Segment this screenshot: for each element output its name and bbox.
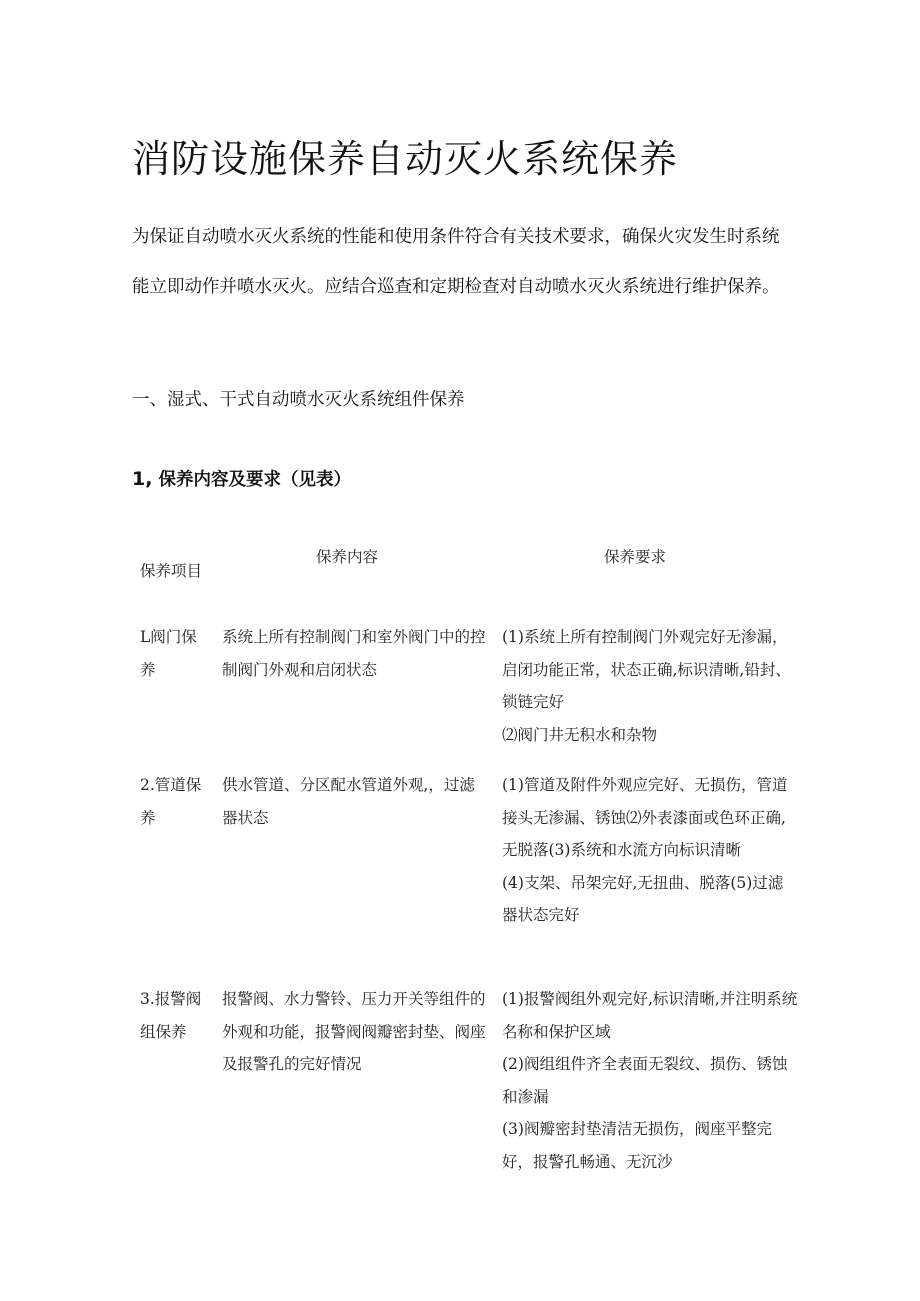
sub-heading-text: 保养内容及要求（见表）: [158, 470, 352, 490]
section-heading: 一、湿式、干式自动喷水灭火系统组件保养: [132, 390, 465, 410]
row-content: 供水管道、分区配水管道外观,，过滤器状态: [222, 776, 475, 827]
requirement-line: (3)阀瓣密封垫清洁无损伤，阀座平整完好，报警孔畅通、无沉沙: [502, 1120, 772, 1171]
sub-heading: [132, 466, 351, 491]
row-item: 3.报警阀组保养: [140, 990, 202, 1041]
row-content: 系统上所有控制阀门和室外阀门中的控制阀门外观和启闭状态: [222, 628, 486, 679]
row-requirements: [502, 621, 798, 751]
requirement-line: ⑵阀门井无积水和杂物: [502, 725, 658, 744]
header-requirement: 保养要求: [604, 548, 667, 566]
row-item: 2.管道保养: [140, 776, 202, 827]
requirement-line: (1)报警阀组外观完好,标识清晰,并注明系统名称和保护区域: [502, 990, 798, 1041]
requirement-line: (2)阀组组件齐全表面无裂纹、损伤、锈蚀和渗漏: [502, 1055, 788, 1106]
row-item: L阀门保养: [140, 628, 197, 679]
header-content: 保养内容: [316, 548, 379, 566]
header-item: 保养项目: [140, 562, 203, 580]
row-requirements: [502, 769, 798, 932]
sub-heading-number: 1,: [132, 468, 153, 490]
intro-paragraph: 为保证自动喷水灭火系统的性能和使用条件符合有关技术要求，确保火灾发生时系统能立即动作并喷水灭火。应结合巡查和定期检查对自动喷水灭火系统进行维护保养。: [132, 227, 780, 297]
row-requirements: [502, 983, 798, 1178]
page-title: 消防设施保养自动灭火系统保养: [132, 137, 679, 181]
row-content: 报警阀、水力警铃、压力开关等组件的外观和功能，报警阀阀瓣密封垫、阀座及报警孔的完好情况: [222, 990, 486, 1073]
requirement-line: (1)管道及附件外观应完好、无损伤，管道接头无渗漏、锈蚀⑵外表漆面或色环正确,无脱落(3)系统和水流方向标识清晰: [502, 776, 788, 859]
requirement-line: (4)支架、吊架完好,无扭曲、脱落(5)过滤器状态完好: [502, 873, 784, 924]
requirement-line: (1)系统上所有控制阀门外观完好无渗漏，启闭功能正常，状态正确,标识清晰,铅封、锁链完好: [502, 628, 791, 711]
